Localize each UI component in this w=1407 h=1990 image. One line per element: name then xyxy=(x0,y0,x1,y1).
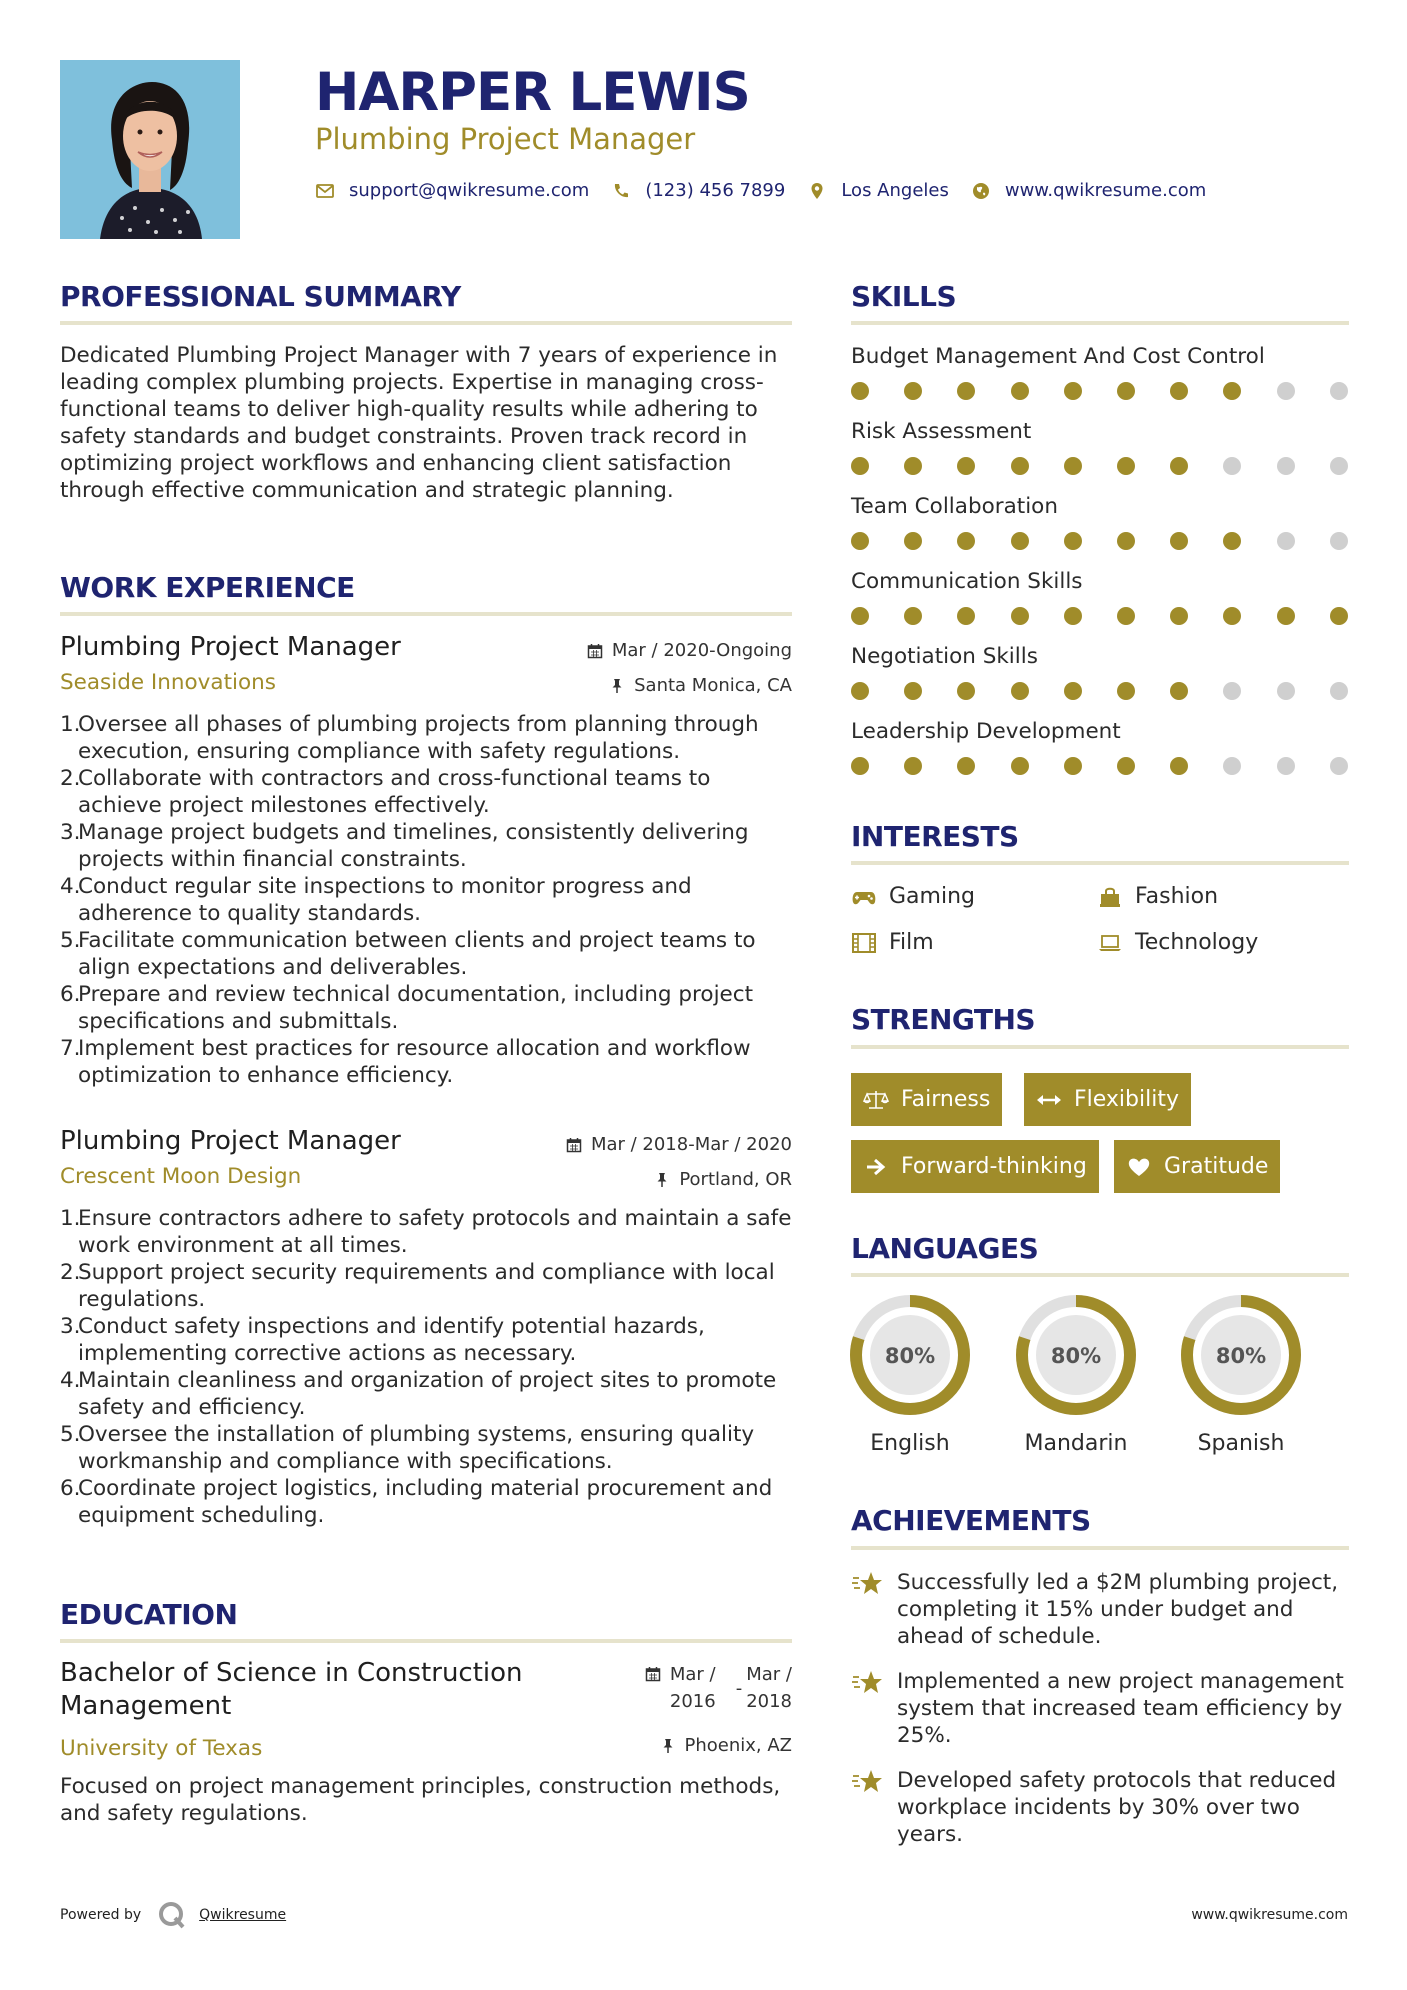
skill-dot-filled xyxy=(1064,607,1082,625)
language-item xyxy=(1179,1293,1303,1456)
experience-divider xyxy=(60,612,792,616)
strength-label: Forward-thinking xyxy=(901,1154,1087,1179)
skill-dot-filled xyxy=(1011,607,1029,625)
skills-divider xyxy=(851,321,1349,325)
star-trophy-icon xyxy=(851,1767,885,1797)
footer-website[interactable]: www.qwikresume.com xyxy=(1191,1907,1348,1923)
education-school: University of Texas xyxy=(60,1736,263,1761)
education-heading: EDUCATION xyxy=(60,1598,238,1631)
skill-item xyxy=(851,644,1351,702)
skill-dot-filled xyxy=(957,382,975,400)
interest-label: Film xyxy=(889,930,934,955)
strength-label: Fairness xyxy=(901,1087,991,1112)
achievement-text: Implemented a new project management system that increased team efficiency by 25%. xyxy=(897,1669,1344,1748)
job-entry xyxy=(60,632,792,1089)
strength-badge xyxy=(851,1073,1002,1126)
skill-dot-filled xyxy=(904,532,922,550)
profile-photo xyxy=(60,60,240,239)
language-percent: 80% xyxy=(884,1344,936,1368)
skill-rating xyxy=(851,607,1351,627)
skill-rating xyxy=(851,457,1351,477)
laptop-icon xyxy=(1097,932,1123,954)
skill-rating xyxy=(851,532,1351,552)
list-item: 3.Conduct safety inspections and identify potential hazards, implementing corrective actions as necessary. xyxy=(60,1314,705,1366)
strength-badge xyxy=(851,1140,1099,1193)
education-start-date: Mar / 2016 xyxy=(669,1664,716,1712)
language-item xyxy=(848,1293,972,1456)
education-date-separator: - xyxy=(735,1678,743,1699)
skill-dot-filled xyxy=(1011,457,1029,475)
job-duties-list xyxy=(60,1205,792,1529)
list-item: 7.Implement best practices for resource allocation and workflow optimization to enhance efficiency. xyxy=(60,1036,751,1088)
skill-dot-filled xyxy=(957,682,975,700)
skill-dot-filled xyxy=(1330,607,1348,625)
job-date-text: Mar / 2020-Ongoing xyxy=(611,640,792,661)
job-company: Seaside Innovations xyxy=(60,670,276,695)
job-title: Plumbing Project Manager xyxy=(60,632,401,662)
job-date xyxy=(587,640,792,661)
shopping-bag-icon xyxy=(1097,886,1123,908)
achievement-item xyxy=(851,1668,1351,1749)
skill-dot-filled xyxy=(957,532,975,550)
skill-name: Communication Skills xyxy=(851,569,1083,594)
skill-dot-empty xyxy=(1277,457,1295,475)
skill-dot-filled xyxy=(957,607,975,625)
calendar-icon xyxy=(587,643,603,659)
interests-divider xyxy=(851,861,1349,865)
skill-dot-empty xyxy=(1223,757,1241,775)
job-location xyxy=(654,1169,792,1190)
skill-dot-filled xyxy=(1011,382,1029,400)
skill-dot-filled xyxy=(904,382,922,400)
skill-name: Budget Management And Cost Control xyxy=(851,344,1265,369)
star-trophy-icon xyxy=(851,1569,885,1599)
skill-dot-filled xyxy=(1170,757,1188,775)
pushpin-icon xyxy=(654,1172,670,1188)
skill-dot-filled xyxy=(1117,757,1135,775)
strength-label: Gratitude xyxy=(1164,1154,1269,1179)
language-progress-ring xyxy=(1014,1293,1138,1417)
language-item xyxy=(1014,1293,1138,1456)
job-company: Crescent Moon Design xyxy=(60,1164,302,1189)
list-item: 5.Facilitate communication between clients and project teams to align expectations and deliverables. xyxy=(60,928,756,980)
skill-dot-filled xyxy=(1064,532,1082,550)
achievement-text: Developed safety protocols that reduced workplace incidents by 30% over two years. xyxy=(897,1768,1337,1847)
heart-icon xyxy=(1126,1156,1152,1178)
skill-dot-empty xyxy=(1223,682,1241,700)
skill-dot-empty xyxy=(1277,757,1295,775)
skill-dot-filled xyxy=(1170,682,1188,700)
skill-dot-filled xyxy=(851,682,869,700)
interest-item xyxy=(851,930,934,955)
qwikresume-logo-icon xyxy=(157,1900,187,1930)
skill-item xyxy=(851,344,1351,402)
arrow-right-icon xyxy=(863,1156,889,1178)
list-item: 1.Ensure contractors adhere to safety protocols and maintain a safe work environment at all times. xyxy=(60,1206,792,1258)
skill-dot-filled xyxy=(904,457,922,475)
skill-dot-filled xyxy=(957,457,975,475)
contact-website[interactable]: www.qwikresume.com xyxy=(1004,180,1207,201)
skill-name: Risk Assessment xyxy=(851,419,1032,444)
skill-dot-filled xyxy=(1064,682,1082,700)
education-divider xyxy=(60,1639,792,1643)
skill-dot-filled xyxy=(851,382,869,400)
interest-label: Gaming xyxy=(889,884,975,909)
achievement-item xyxy=(851,1569,1351,1650)
skill-dot-empty xyxy=(1330,382,1348,400)
skill-dot-filled xyxy=(1117,682,1135,700)
language-progress-ring xyxy=(1179,1293,1303,1417)
list-item: 1.Oversee all phases of plumbing projects from planning through execution, ensuring compliance with safety regulations. xyxy=(60,712,759,764)
skill-dot-empty xyxy=(1277,682,1295,700)
skill-name: Leadership Development xyxy=(851,719,1121,744)
skill-dot-filled xyxy=(1170,532,1188,550)
job-location-text: Portland, OR xyxy=(679,1169,792,1190)
skill-dot-filled xyxy=(1064,457,1082,475)
balance-scale-icon xyxy=(863,1089,889,1111)
interests-heading: INTERESTS xyxy=(851,820,1019,853)
list-item: 2.Support project security requirements and compliance with local regulations. xyxy=(60,1260,775,1312)
skill-rating xyxy=(851,382,1351,402)
language-name: Spanish xyxy=(1197,1431,1285,1456)
interest-label: Fashion xyxy=(1135,884,1219,909)
skill-rating xyxy=(851,757,1351,777)
achievement-item xyxy=(851,1767,1351,1848)
achievements-divider xyxy=(851,1546,1349,1550)
job-location-text: Santa Monica, CA xyxy=(634,675,792,696)
summary-divider xyxy=(60,321,792,325)
education-description: Focused on project management principles, construction methods, and safety regulations. xyxy=(60,1774,781,1826)
education-location-text: Phoenix, AZ xyxy=(684,1735,792,1756)
skill-dot-filled xyxy=(851,607,869,625)
experience-heading: WORK EXPERIENCE xyxy=(60,571,355,604)
contact-email[interactable]: support@qwikresume.com xyxy=(349,180,590,201)
list-item: 5.Oversee the installation of plumbing systems, ensuring quality workmanship and compliance with specifications. xyxy=(60,1422,755,1474)
skill-dot-filled xyxy=(851,457,869,475)
language-progress-ring xyxy=(848,1293,972,1417)
strengths-divider xyxy=(851,1045,1349,1049)
phone-icon xyxy=(611,181,631,201)
skill-dot-filled xyxy=(1117,532,1135,550)
calendar-icon xyxy=(645,1666,661,1682)
skill-dot-filled xyxy=(851,757,869,775)
skill-dot-empty xyxy=(1277,382,1295,400)
skill-dot-filled xyxy=(1170,382,1188,400)
pushpin-icon xyxy=(660,1738,676,1754)
strength-label: Flexibility xyxy=(1074,1087,1179,1112)
skill-dot-filled xyxy=(1011,757,1029,775)
job-title: Plumbing Project Manager xyxy=(60,1126,401,1156)
languages-divider xyxy=(851,1273,1349,1277)
language-percent: 80% xyxy=(1050,1344,1102,1368)
skill-dot-filled xyxy=(957,757,975,775)
skill-dot-filled xyxy=(1117,382,1135,400)
gamepad-icon xyxy=(851,886,877,908)
contact-bar xyxy=(315,180,1228,201)
candidate-role: Plumbing Project Manager xyxy=(315,122,696,156)
globe-icon xyxy=(971,181,991,201)
list-item: 4.Conduct regular site inspections to monitor progress and adherence to quality standards. xyxy=(60,874,692,926)
skill-dot-filled xyxy=(1223,532,1241,550)
skill-dot-filled xyxy=(1277,607,1295,625)
education-end-date: Mar / 2018 xyxy=(746,1664,792,1712)
list-item: 3.Manage project budgets and timelines, consistently delivering projects within financial constraints. xyxy=(60,820,749,872)
star-trophy-icon xyxy=(851,1668,885,1698)
skill-dot-filled xyxy=(1223,382,1241,400)
arrows-horizontal-icon xyxy=(1036,1089,1062,1111)
achievements-heading: ACHIEVEMENTS xyxy=(851,1504,1091,1537)
powered-by-text: Powered by xyxy=(60,1907,142,1923)
skill-dot-filled xyxy=(1064,757,1082,775)
skill-dot-empty xyxy=(1330,757,1348,775)
list-item: 6.Coordinate project logistics, including material procurement and equipment scheduling. xyxy=(60,1476,773,1528)
achievement-text: Successfully led a $2M plumbing project, completing it 15% under budget and ahead of schedule. xyxy=(897,1570,1339,1649)
education-entry xyxy=(60,1657,792,1827)
skill-dot-filled xyxy=(1117,607,1135,625)
education-location xyxy=(660,1735,793,1756)
skill-dot-filled xyxy=(1064,382,1082,400)
skill-dot-filled xyxy=(904,607,922,625)
skill-dot-empty xyxy=(1330,682,1348,700)
skill-dot-filled xyxy=(1011,532,1029,550)
envelope-icon xyxy=(315,181,335,201)
summary-text: Dedicated Plumbing Project Manager with 7 years of experience in leading complex plumbing projects. Expertise in managing cross-functional teams to deliver high-quality results while adhering to safety standards and budget constraints. Proven track record in optimizing project workflows and enhancing client satisfaction through effective communication and strategic planning. xyxy=(60,343,778,503)
job-location xyxy=(609,675,792,696)
list-item: 4.Maintain cleanliness and organization of project sites to promote safety and efficiency. xyxy=(60,1368,777,1420)
skill-dot-filled xyxy=(1223,607,1241,625)
skill-dot-empty xyxy=(1223,457,1241,475)
skill-item xyxy=(851,419,1351,477)
skill-dot-filled xyxy=(1170,607,1188,625)
language-name: English xyxy=(870,1431,950,1456)
strength-badge xyxy=(1114,1140,1280,1193)
candidate-name: HARPER LEWIS xyxy=(315,62,750,123)
skill-dot-empty xyxy=(1330,532,1348,550)
language-percent: 80% xyxy=(1215,1344,1267,1368)
job-date-text: Mar / 2018-Mar / 2020 xyxy=(590,1134,792,1155)
contact-location: Los Angeles xyxy=(841,180,949,201)
skill-dot-empty xyxy=(1330,457,1348,475)
education-degree: Bachelor of Science in Construction Management xyxy=(60,1658,523,1721)
language-name: Mandarin xyxy=(1024,1431,1128,1456)
job-duties-list xyxy=(60,711,792,1089)
skill-name: Negotiation Skills xyxy=(851,644,1038,669)
skill-dot-filled xyxy=(851,532,869,550)
skill-dot-filled xyxy=(1117,457,1135,475)
job-date xyxy=(566,1134,792,1155)
education-dates xyxy=(645,1661,792,1715)
summary-heading: PROFESSIONAL SUMMARY xyxy=(60,280,461,313)
skill-dot-filled xyxy=(904,682,922,700)
strength-badge xyxy=(1024,1073,1191,1126)
skill-item xyxy=(851,494,1351,552)
contact-phone[interactable]: (123) 456 7899 xyxy=(645,180,786,201)
languages-heading: LANGUAGES xyxy=(851,1232,1039,1265)
list-item: 2.Collaborate with contractors and cross-functional teams to achieve project milestones effectively. xyxy=(60,766,711,818)
skills-heading: SKILLS xyxy=(851,280,957,313)
skill-rating xyxy=(851,682,1351,702)
strengths-heading: STRENGTHS xyxy=(851,1003,1036,1036)
calendar-icon xyxy=(566,1137,582,1153)
interest-label: Technology xyxy=(1135,930,1259,955)
map-pin-icon xyxy=(807,181,827,201)
interest-item xyxy=(1097,930,1258,955)
qwikresume-link[interactable]: Qwikresume xyxy=(199,1907,287,1923)
footer-powered-by xyxy=(60,1900,286,1930)
skill-dot-filled xyxy=(904,757,922,775)
interest-item xyxy=(1097,884,1218,909)
pushpin-icon xyxy=(609,678,625,694)
film-icon xyxy=(851,932,877,954)
job-entry xyxy=(60,1126,792,1529)
skill-item xyxy=(851,719,1351,777)
skill-dot-filled xyxy=(1170,457,1188,475)
skill-name: Team Collaboration xyxy=(851,494,1058,519)
list-item: 6.Prepare and review technical documentation, including project specifications and submittals. xyxy=(60,982,754,1034)
skill-dot-filled xyxy=(1011,682,1029,700)
skill-dot-empty xyxy=(1277,532,1295,550)
interest-item xyxy=(851,884,975,909)
skill-item xyxy=(851,569,1351,627)
